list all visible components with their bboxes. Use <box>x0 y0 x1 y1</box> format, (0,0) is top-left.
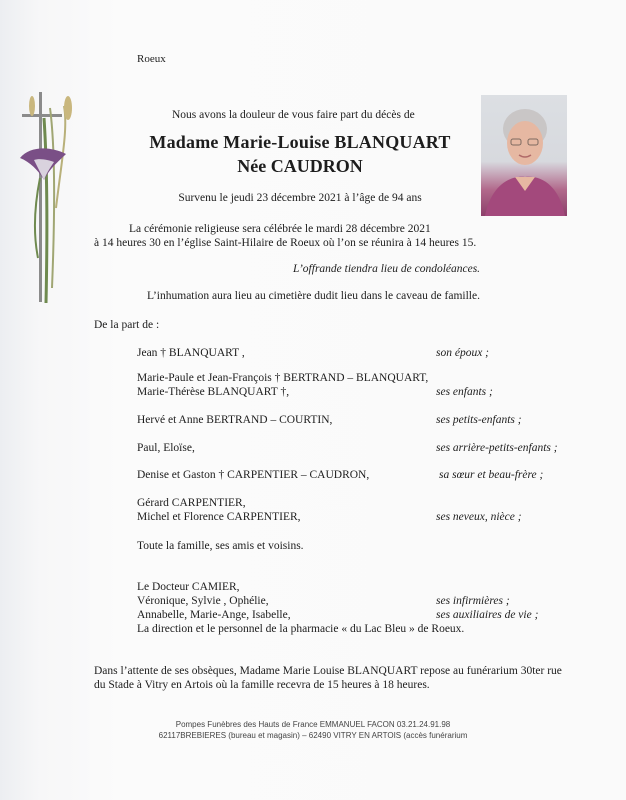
deceased-name: Madame Marie-Louise BLANQUART <box>149 132 451 152</box>
nurses-names: Véronique, Sylvie , Ophélie, <box>137 595 269 607</box>
family-entry-relation: ses arrière-petits-enfants ; <box>436 442 558 454</box>
family-entry-relation: ses enfants ; <box>436 386 493 398</box>
obsequies-line-1: Dans l’attente de ses obsèques, Madame Marie Louise BLANQUART repose au funérarium 30ter rue <box>94 665 562 677</box>
from-label: De la part de : <box>94 319 160 331</box>
funeral-home-line-2: 62117BREBIERES (bureau et magasin) – 62490 VITRY EN ARTOIS (accès funérarium <box>158 731 468 740</box>
family-entry-name: Hervé et Anne BERTRAND – COURTIN, <box>137 414 333 426</box>
ceremony-line-2: à 14 heures 30 en l’église Saint-Hilaire de Roeux où l’on se réunira à 14 heures 15. <box>94 237 477 249</box>
family-entry-name: Gérard CARPENTIER, <box>137 497 246 509</box>
portrait-photo <box>481 95 567 216</box>
pharmacy-staff: La direction et le personnel de la pharmacie « du Lac Bleu » de Roeux. <box>137 623 465 635</box>
maiden-name: Née CAUDRON <box>237 156 363 176</box>
wheat-ear-2 <box>29 96 35 116</box>
wheat-ear <box>64 96 72 120</box>
obsequies-line-2: du Stade à Vitry en Artois où la famille recevra de 15 heures à 18 heures. <box>94 679 430 691</box>
ceremony-line-1: La cérémonie religieuse sera célébrée le mardi 28 décembre 2021 <box>129 223 431 235</box>
aides-relation: ses auxiliaires de vie ; <box>436 609 539 621</box>
family-entry-relation: son époux ; <box>436 347 490 359</box>
family-entry-name: Denise et Gaston † CARPENTIER – CAUDRON, <box>137 469 370 481</box>
death-date: Survenu le jeudi 23 décembre 2021 à l’âge de 94 ans <box>178 192 422 204</box>
family-entry-name: Paul, Eloïse, <box>137 442 195 454</box>
place-header: Roeux <box>137 53 166 65</box>
family-entry-relation: ses neveux, nièce ; <box>436 511 522 523</box>
aides-names: Annabelle, Marie-Ange, Isabelle, <box>137 609 291 621</box>
family-entry-name: Marie-Thérèse BLANQUART †, <box>137 386 290 398</box>
family-entry-name: Jean † BLANQUART , <box>137 347 245 359</box>
family-entry-name: Marie-Paule et Jean-François † BERTRAND – BLANQUART, <box>137 372 429 384</box>
family-entry-name: Michel et Florence CARPENTIER, <box>137 511 301 523</box>
intro-text: Nous avons la douleur de vous faire part du décès de <box>172 109 415 121</box>
family-entry-relation: sa sœur et beau-frère ; <box>439 469 544 481</box>
nurses-relation: ses infirmières ; <box>436 595 510 607</box>
portrait-illustration <box>481 95 567 216</box>
offering-note: L’offrande tiendra lieu de condoléances. <box>293 263 481 275</box>
cross-horizontal <box>22 114 62 117</box>
doctor-name: Le Docteur CAMIER, <box>137 581 240 593</box>
family-entry-name: Toute la famille, ses amis et voisins. <box>137 540 304 552</box>
burial-note: L’inhumation aura lieu au cimetière dudit lieu dans le caveau de famille. <box>147 290 480 302</box>
funeral-home-line-1: Pompes Funèbres des Hauts de France EMMANUEL FACON 03.21.24.91.98 <box>175 720 451 729</box>
family-entry-relation: ses petits-enfants ; <box>436 414 522 426</box>
